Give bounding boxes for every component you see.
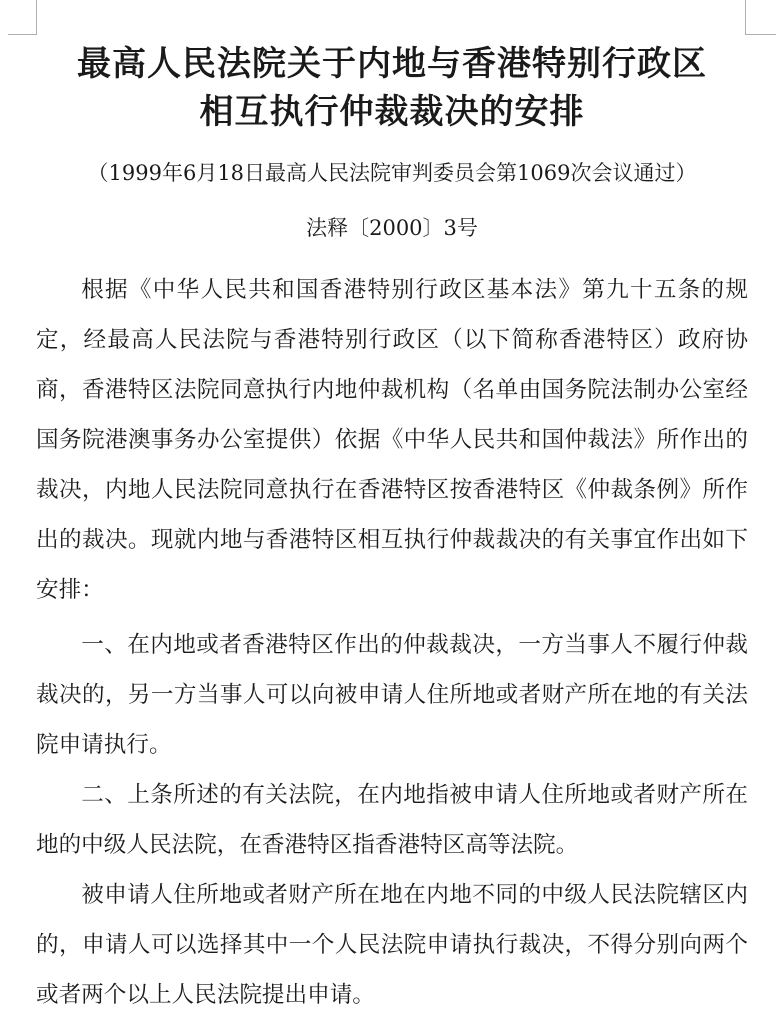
paragraph-article-2: 二、上条所述的有关法院，在内地指被申请人住所地或者财产所在地的中级人民法院，在香港特区指香港特区高等法院。 <box>36 782 748 858</box>
paragraph-preamble: 根据《中华人民共和国香港特别行政区基本法》第九十五条的规定，经最高人民法院与香港特别行政区（以下简称香港特区）政府协商，香港特区法院同意执行内地仲裁机构（名单由国务院法制办公室经国务院港澳事务办公室提供）依据《中华人民共和国仲裁法》所作出的裁决，内地人民法院同意执行在香港特区按香港特区《仲裁条例》所作出的裁决。现就内地与香港特区相互执行仲裁裁决的有关事宜作出如下安排： <box>36 277 748 603</box>
crop-mark-top-right <box>745 0 776 35</box>
document-title-line-2: 相互执行仲裁裁决的安排 <box>199 92 585 132</box>
adoption-note: （1999年6月18日最高人民法院审判委员会第1069次会议通过） <box>87 161 697 185</box>
document-title-line-1: 最高人民法院关于内地与香港特别行政区 <box>77 44 707 84</box>
crop-mark-top-left <box>8 0 37 35</box>
paragraph-article-2-continued: 被申请人住所地或者财产所在地在内地不同的中级人民法院辖区内的，申请人可以选择其中一个人民法院申请执行裁决，不得分别向两个或者两个以上人民法院提出申请。 <box>36 882 748 1008</box>
document-number: 法释〔2000〕3号 <box>306 216 478 240</box>
paragraph-article-1: 一、在内地或者香港特区作出的仲裁裁决，一方当事人不履行仲裁裁决的，另一方当事人可以向被申请人住所地或者财产所在地的有关法院申请执行。 <box>36 632 748 758</box>
